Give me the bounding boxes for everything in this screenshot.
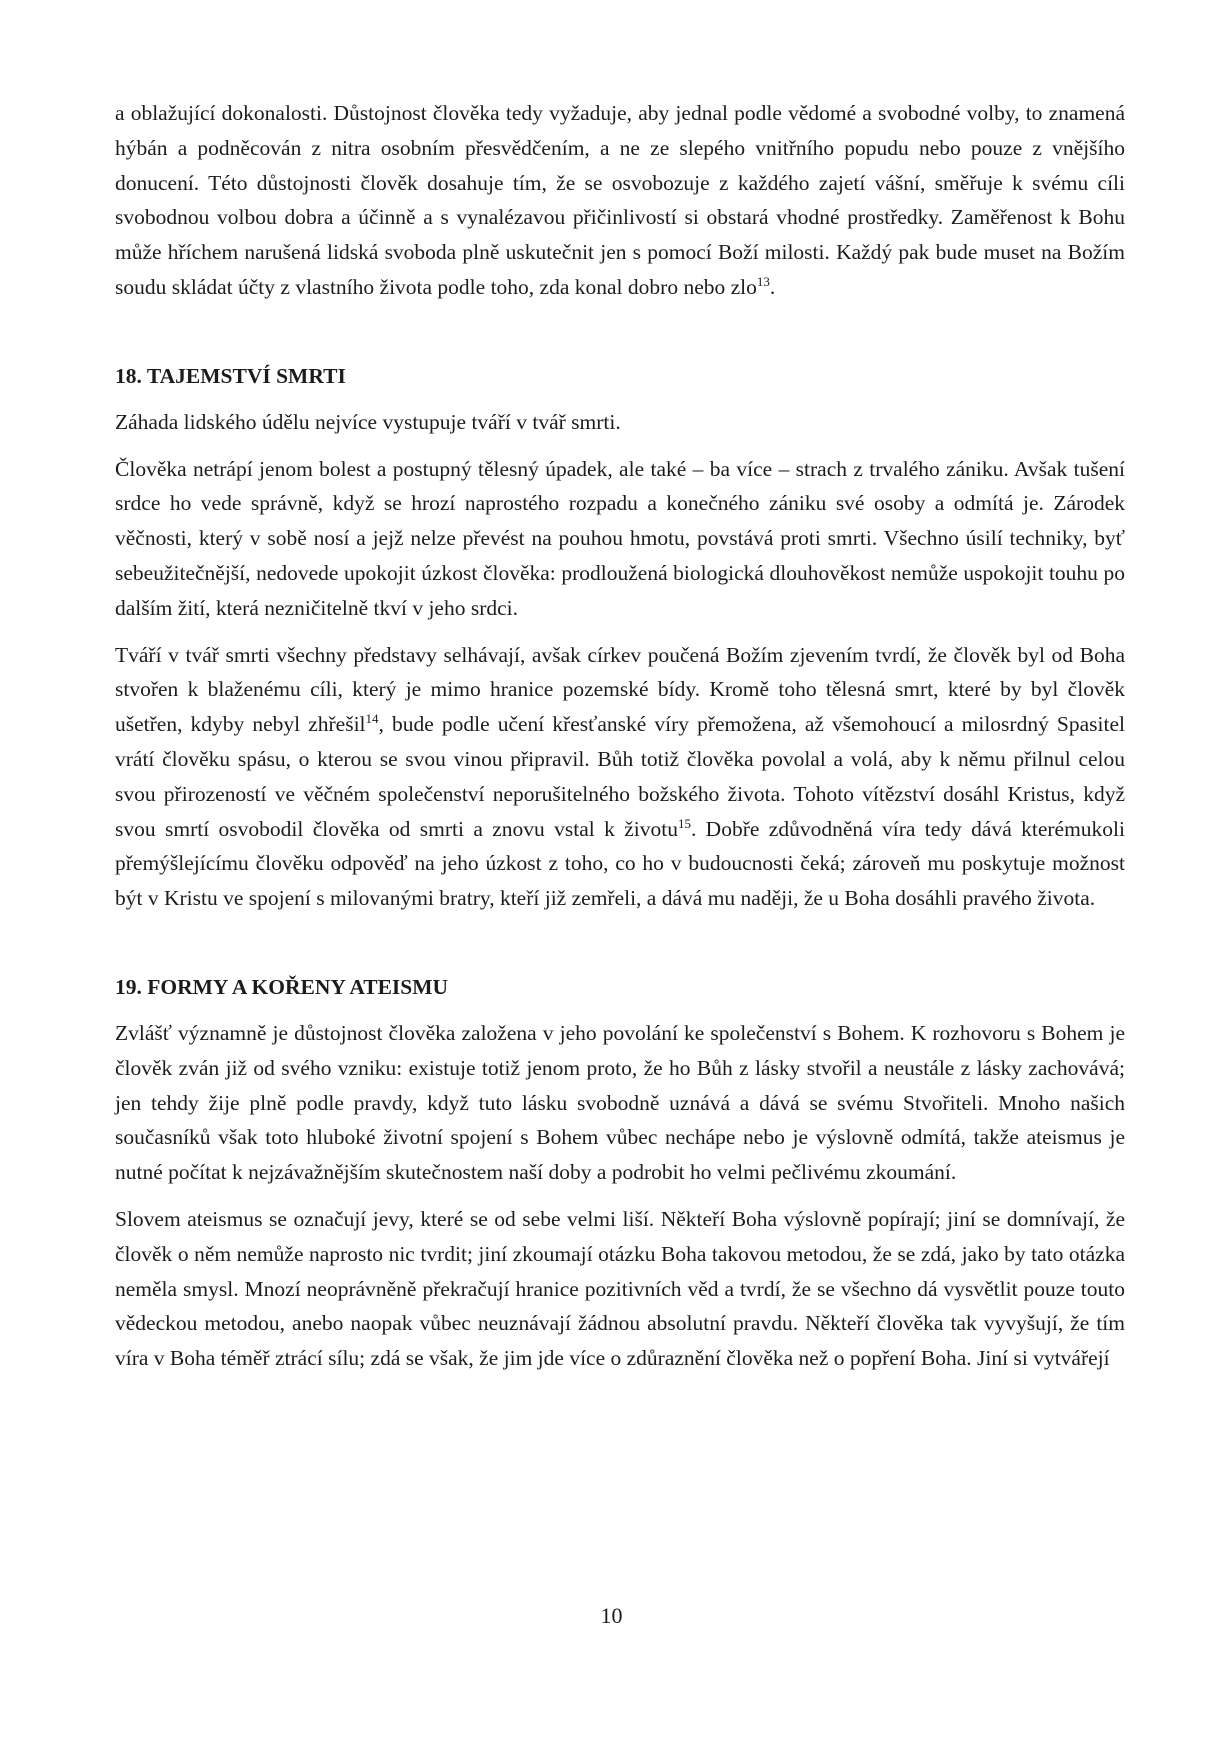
page-number: 10 bbox=[600, 1603, 623, 1628]
footnote-ref-14: 14 bbox=[365, 711, 379, 726]
footnote-ref-13: 13 bbox=[756, 273, 770, 289]
section-18-paragraph-2: Člověka netrápí jenom bolest a postupný tělesný úpadek, ale také – ba více – strach z trvalého zániku. Avšak tušení srdce ho vede správně, když se hrozí naprostého rozpadu a konečného zániku své osoby a odmítá je. Zárodek věčnosti, který v sobě nosí a jejž nelze převést na pouhou hmotu, povstává proti smrti. Všechno úsilí techniky, byť sebeužitečnější, nedovede upokojit úzkost člověka: prodloužená biologická dlouhověkost nemůže uspokojit touhu po dalším žití, která nezničitelně tkví v jeho srdci. bbox=[115, 456, 1125, 620]
section-18-heading: 18. TAJEMSTVÍ SMRTI bbox=[115, 363, 346, 388]
section-19-heading: 19. FORMY A KOŘENY ATEISMU bbox=[115, 974, 449, 999]
paragraph-spacer bbox=[115, 1190, 1125, 1202]
section-19-paragraph-2: Slovem ateismus se označují jevy, které se od sebe velmi liší. Někteří Boha výslovně popírají; jiní se domnívají, že člověk o něm nemůže naprosto nic tvrdit; jiní zkoumají otázku Boha takovou metodou, že se zdá, jako by tato otázka neměla smysl. Mnozí neoprávněně překračují hranice pozitivních věd a tvrdí, že se všechno dá vysvětlit pouze touto vědeckou metodou, anebo naopak vůbec neuznávají žádnou absolutní pravdu. Někteří člověka tak vyvyšují, že tím víra v Boha téměř ztrácí sílu; zdá se však, že jim jde více o zdůraznění člověka než o popření Boha. Jiní si vytvářejí bbox=[115, 1206, 1125, 1371]
section-19-paragraph-1: Zvlášť významně je důstojnost člověka založena v jeho povolání ke společenství s Bohem. K rozhovoru s Bohem je člověk zván již od svého vzniku: existuje totiž jenom proto, že ho Bůh z lásky stvořil a neustále z lásky zachovává; jen tehdy žije plně podle pravdy, když tuto lásku svobodně uznává a dává se svému Stvořiteli. Mnoho našich současníků však toto hluboké životní spojení s Bohem vůbec nechápe nebo je výslovně odmítá, takže ateismus je nutné počítat k nejzávažnějším skutečnostem naší doby a podrobit ho velmi pečlivému zkoumání. bbox=[115, 1020, 1125, 1185]
section-18-paragraph-1: Záhada lidského údělu nejvíce vystupuje tváří v tvář smrti. bbox=[115, 409, 621, 434]
footnote-ref-15: 15 bbox=[677, 815, 691, 831]
section-18-paragraph-3-part-1: Tváří v tvář smrti všechny představy selhávají, avšak církev poučená Božím zjevením tvrdí, že člověk byl od Boha stvořen k blaženému cíli, který je mimo hranice pozemské bídy. Kromě toho tělesná smrt, které by byl člověk ušetřen, kdyby nebyl zhřešil bbox=[115, 642, 1125, 737]
intro-paragraph bbox=[115, 96, 1125, 305]
section-18-paragraph-3-part-3: . Dobře zdůvodněná víra tedy dává kterémukoli přemýšlejícímu člověku odpověď na jeho úzkost z toho, co ho v budoucnosti čeká; zároveň mu poskytuje možnost být v Kristu ve spojení s milovanými bratry, kteří již zemřeli, a dává mu naději, že u Boha dosáhli pravého života. bbox=[115, 816, 1126, 911]
paragraph-spacer bbox=[115, 626, 1125, 638]
intro-end: . bbox=[769, 274, 776, 299]
section-18-paragraph-3-part-2: , bude podle učení křesťanské víry přemožena, až všemohoucí a milosrdný Spasitel vrátí člověku spásu, o kterou se svou vinou připravil. Bůh totiž člověka povolal a volá, aby k němu přilnul celou svou přirozeností ve věčném společenství neporušitelného božského života. Tohoto vítězství dosáhl Kristus, když svou smrtí osvobodil člověka od smrti a znovu vstal k životu bbox=[115, 712, 1125, 841]
section-spacer bbox=[115, 916, 1125, 970]
heading-spacer bbox=[115, 1004, 1125, 1016]
intro-text: a oblažující dokonalosti. Důstojnost člověka tedy vyžaduje, aby jednal podle vědomé a svobodné volby, to znamená hýbán a podněcován z nitra osobním přesvědčením, a ne ze slepého vnitřního popudu nebo pouze z vnějšího donucení. Této důstojnosti člověk dosahuje tím, že se osvobozuje z každého zajetí vášní, směřuje k svému cíli svobodnou volbou dobra a účinně a s vynalézavou přičinlivostí si obstará vhodné prostředky. Zaměřenost k Bohu může hříchem narušená lidská svoboda plně uskutečnit jen s pomocí Boží milosti. Každý pak bude muset na Božím soudu skládat účty z vlastního života podle toho, zda konal dobro nebo zlo bbox=[115, 101, 1125, 299]
paragraph-spacer bbox=[115, 440, 1125, 452]
section-18-paragraph-3 bbox=[115, 638, 1125, 916]
document-page bbox=[115, 96, 1125, 1376]
section-spacer bbox=[115, 305, 1125, 359]
heading-spacer bbox=[115, 393, 1125, 405]
